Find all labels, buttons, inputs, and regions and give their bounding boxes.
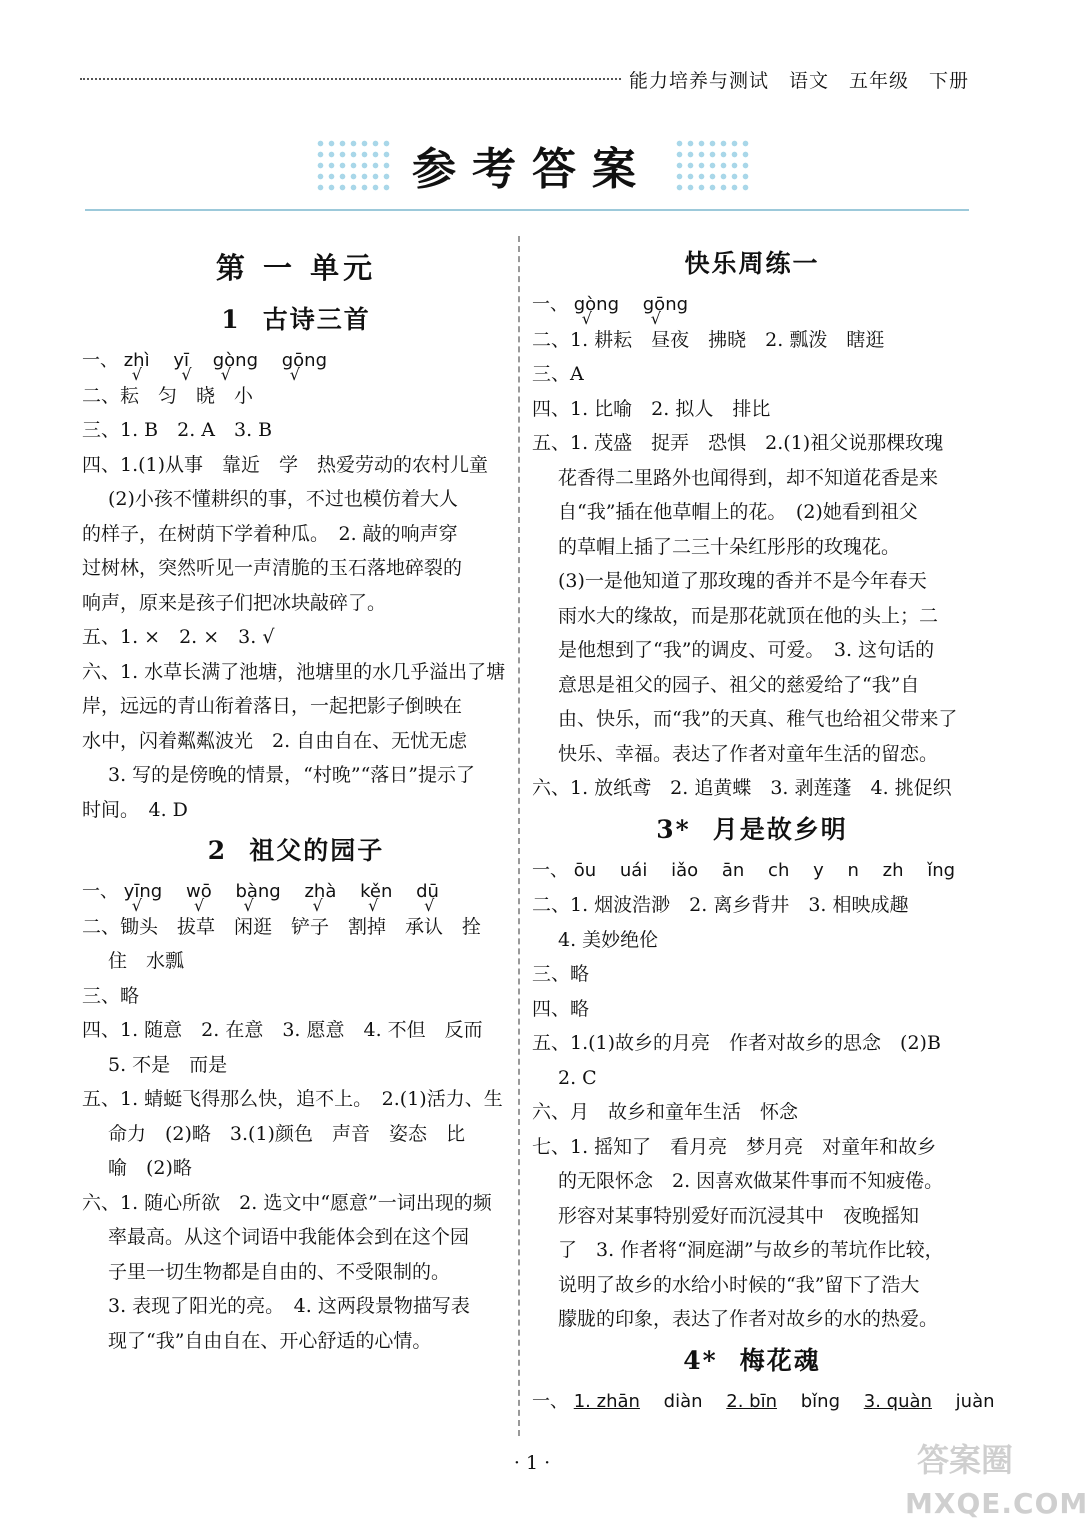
watermark-url: MXQE.COM (905, 1487, 1088, 1520)
header-dotted-rule (80, 78, 621, 80)
answer-line: 形容对某事特别爱好而沉浸其中 夜晚摇知 (558, 1204, 920, 1227)
pinyin-item: wō √ (186, 875, 212, 910)
question-prefix: 一、 (82, 881, 118, 902)
pinyin-item: ān (721, 859, 745, 881)
answer-line: 雨水大的缘故，而是那花就顶在他的头上；二 (558, 604, 939, 627)
lesson-name: 梅花魂 (739, 1345, 821, 1375)
lesson-title (82, 296, 510, 344)
answer-line: (3)一是他知道了那玫瑰的香并不是今年春天 (558, 570, 927, 592)
pinyin-item: ch (768, 859, 790, 881)
answer-line: 六、月 故乡和童年生活 怀念 (532, 1101, 799, 1123)
answer-line: 时间。 4. D (82, 798, 188, 821)
answer-line: 2. C (558, 1066, 597, 1089)
weekly-practice-title: 快乐周练一 (684, 249, 820, 278)
pinyin-item: zhà √ (304, 875, 336, 910)
answer-line: 二、锄头 拔草 闲逛 铲子 割掉 承认 拴 (82, 915, 482, 938)
answer-line: 五、1. × 2. × 3. √ (82, 626, 275, 648)
pinyin-item: gòng √ (574, 288, 619, 323)
answer-line: 自“我”插在他草帽上的花。 (2)她看到祖父 (558, 501, 918, 523)
answer-line: 六、1. 随心所欲 2. 选文中“愿意”一词出现的频 (82, 1191, 492, 1214)
answer-banner (0, 130, 1064, 200)
pinyin-answer-line (532, 854, 972, 889)
banner-title: 参考答案 (412, 144, 652, 195)
question-prefix: 一、 (532, 294, 568, 315)
question-prefix: 一、 (82, 350, 118, 371)
answer-line: 三、略 (82, 984, 140, 1007)
decorative-dots-right (674, 138, 749, 193)
answer-line: 五、1. 蜻蜓飞得那么快，追不上。 2.(1)活力、生 (82, 1088, 503, 1110)
answer-line: 三、1. B 2. A 3. B (82, 419, 273, 441)
banner-rule (85, 209, 969, 211)
pinyin-item: yī √ (173, 344, 189, 379)
answer-line: 六、1. 放纸鸢 2. 追黄蝶 3. 剥莲蓬 4. 挑促织 (532, 777, 952, 799)
answer-line: 的草帽上插了二三十朵红彤彤的玫瑰花。 (558, 535, 901, 558)
answer-line: 了 3. 作者将“洞庭湖”与故乡的苇坑作比较， (558, 1239, 944, 1261)
answer-line: 3. 表现了阳光的亮。 4. 这两段景物描写表 (108, 1295, 470, 1317)
answer-line: 六、1. 水草长满了池塘，池塘里的水几乎溢出了塘 (82, 660, 506, 683)
answer-line: 是他想到了“我”的调皮、可爱。 3. 这句话的 (558, 639, 935, 661)
answer-line: 现了“我”自由自在、开心舒适的心情。 (108, 1329, 432, 1352)
pinyin-item: gòng √ (213, 344, 258, 379)
question-prefix: 一、 (532, 1390, 568, 1412)
lesson-name: 月是故乡明 (712, 814, 848, 844)
lesson-title (82, 827, 510, 875)
answer-line: 朦胧的印象，表达了作者对故乡的水的热爱。 (558, 1308, 939, 1330)
answer-line: 三、A (532, 363, 584, 385)
pinyin-item: ǐng (927, 859, 956, 881)
pinyin-item: gōng √ (282, 344, 327, 379)
pinyin-answer-line (82, 875, 510, 910)
pinyin-item: iǎo (671, 859, 699, 881)
answer-line: (2)小孩不懂耕织的事，不过也模仿着大人 (108, 488, 458, 510)
question-prefix: 一、 (532, 859, 568, 881)
unit-title: 第 一 单元 (215, 251, 377, 285)
pinyin-item: gōng √ (643, 288, 688, 323)
answer-line: 命力 (2)略 3.(1)颜色 声音 姿态 比 (108, 1122, 465, 1145)
pinyin-item: zhì √ (124, 344, 150, 379)
pinyin-item: yīng √ (124, 875, 163, 910)
pinyin-item: bǐng (800, 1390, 841, 1412)
answer-line: 住 水瓢 (108, 950, 185, 972)
answer-line: 说明了故乡的水给小时候的“我”留下了浩大 (558, 1273, 920, 1296)
answer-line: 率最高。从这个词语中我能体会到在这个园 (108, 1226, 470, 1248)
pinyin-item: y (813, 859, 824, 881)
header-title: 能力培养与测试 语文 五年级 下册 (628, 69, 969, 92)
answer-line: 四、1. 随意 2. 在意 3. 愿意 4. 不但 反而 (82, 1019, 483, 1041)
answer-line: 二、耘 匀 晓 小 (82, 384, 254, 407)
answer-line: 3. 写的是傍晚的情景，“村晚”“落日”提示了 (108, 764, 476, 786)
answer-line: 二、1. 烟波浩渺 2. 离乡背井 3. 相映成趣 (532, 894, 909, 916)
right-column (532, 240, 995, 1419)
lesson-number: 3* (656, 814, 691, 844)
lesson-name: 祖父的园子 (249, 836, 385, 865)
pinyin-item: 1. zhān (573, 1390, 640, 1412)
decorative-dots-left (315, 138, 390, 193)
answer-line: 5. 不是 而是 (108, 1053, 228, 1076)
answer-line: 水中，闪着粼粼波光 2. 自由自在、无忧无虑 (82, 729, 468, 752)
column-divider (518, 236, 520, 1436)
pinyin-item: 3. quàn (863, 1390, 932, 1412)
pinyin-answer-line (532, 288, 972, 323)
answer-line: 七、1. 摇知了 看月亮 梦月亮 对童年和故乡 (532, 1135, 937, 1158)
pinyin-answer-line (532, 1385, 995, 1420)
answer-line: 岸，远远的青山衔着落日，一起把影子倒映在 (82, 695, 463, 717)
lesson-number: 4* (683, 1345, 718, 1375)
pinyin-item: dū √ (416, 875, 439, 910)
answer-line: 二、1. 耕耘 昼夜 拂晓 2. 瓢泼 瞎逛 (532, 328, 885, 351)
lesson-number: 1 (221, 305, 241, 334)
answer-line: 花香得二里路外也闻得到，却不知道花香是来 (558, 466, 939, 489)
answer-line: 喻 (2)略 (108, 1157, 192, 1179)
lesson-name: 古诗三首 (262, 305, 371, 334)
answer-line: 响声，原来是孩子们把冰块敲碎了。 (82, 591, 387, 614)
lesson-title (532, 806, 972, 854)
answer-line: 四、1. 比喻 2. 拟人 排比 (532, 397, 771, 420)
answer-line: 的样子，在树荫下学着种瓜。 2. 敲的响声穿 (82, 522, 458, 545)
answer-line: 意思是祖父的园子、祖父的慈爱给了“我”自 (558, 673, 920, 696)
pinyin-answer-line (82, 344, 510, 379)
pinyin-item: n (847, 859, 859, 881)
left-column (82, 240, 510, 1358)
site-watermark (905, 1438, 1088, 1528)
answer-line: 五、1. 茂盛 捉弄 恐惧 2.(1)祖父说那棵玫瑰 (532, 432, 944, 454)
pinyin-item: uái (619, 859, 648, 881)
watermark-logo-text: 答案圈 (916, 1441, 1013, 1479)
pinyin-item: bàng √ (235, 875, 280, 910)
answer-line: 由、快乐，而“我”的天真、稚气也给祖父带来了 (558, 708, 958, 730)
answer-line: 四、1.(1)从事 靠近 学 热爱劳动的农村儿童 (82, 453, 489, 476)
lesson-number: 2 (207, 836, 228, 865)
answer-line: 过树林，突然听见一声清脆的玉石落地碎裂的 (82, 557, 463, 579)
answer-line: 4. 美妙绝伦 (558, 928, 659, 951)
lesson-title (532, 1337, 972, 1385)
pinyin-item: 2. bīn (726, 1390, 778, 1412)
page-number: · 1 · (513, 1452, 551, 1474)
pinyin-item: zh (882, 859, 904, 881)
answer-line: 三、略 (532, 963, 590, 985)
running-header (80, 64, 969, 94)
answer-line: 子里一切生物都是自由的、不受限制的。 (108, 1260, 451, 1283)
pinyin-item: juàn (955, 1390, 995, 1412)
pinyin-item: ōu (573, 859, 597, 881)
pinyin-item: kěn √ (360, 875, 392, 910)
answer-line: 五、1.(1)故乡的月亮 作者对故乡的思念 (2)B (532, 1032, 941, 1054)
pinyin-item: diàn (663, 1390, 703, 1412)
answer-line: 的无限怀念 2. 因喜欢做某件事而不知疲倦。 (558, 1170, 944, 1192)
answer-line: 四、略 (532, 997, 590, 1020)
answer-line: 快乐、幸福。表达了作者对童年生活的留恋。 (558, 742, 939, 765)
